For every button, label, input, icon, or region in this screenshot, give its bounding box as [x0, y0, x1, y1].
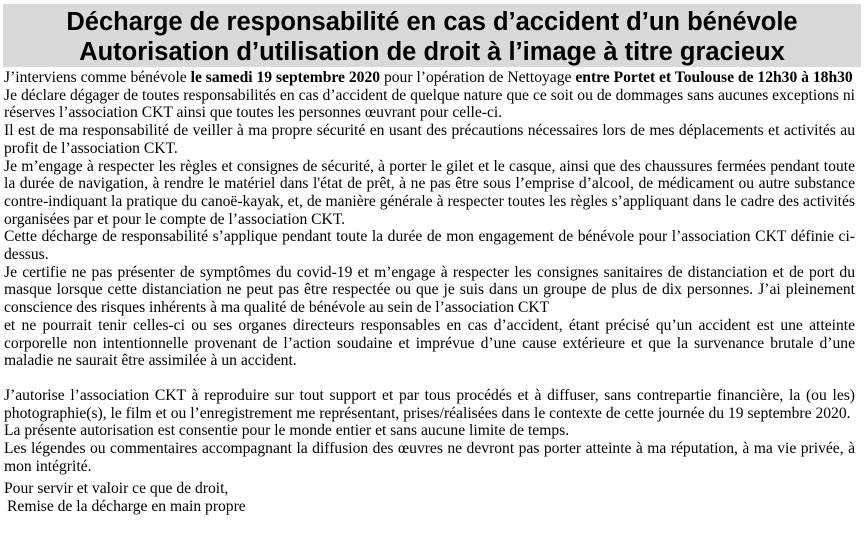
paragraph-discharge: Je déclare dégager de toutes responsabilités en cas d’accident de quelque nature que ce soit ou de dommages sans aucunes exceptions ni réserves l’association CKT ainsi que toutes les personnes œuvrant pour celle-ci.: [4, 86, 855, 122]
paragraph-duration: Cette décharge de responsabilité s’applique pendant toute la durée de mon engagement de bénévole pour l’association CKT définie ci-dessus.: [4, 228, 855, 264]
paragraph-image-rights: J’autorise l’association CKT à reproduire sur tout support et par tous procédés et à diffuser, sans contrepartie financière, la (ou les) photographie(s), le film et ou l’enregistrement me représentant, prises/réalisées dans le contexte de cette journée du 19 septembre 2020.: [4, 386, 855, 422]
document-header: [3, 4, 861, 67]
title-line-2: Autorisation d’utilisation de droit à l’image à titre gracieux: [79, 38, 785, 66]
paragraph-authorization-scope: La présente autorisation est consentie pour le monde entier et sans aucune limite de temps.: [4, 422, 570, 440]
title-line-1: Décharge de responsabilité en cas d’accident d’un bénévole: [66, 8, 798, 36]
document-body: [4, 69, 855, 516]
engagement-text-a: J’interviens comme bénévole: [4, 69, 191, 86]
engagement-text-c: pour l’opération de Nettoyage: [380, 69, 576, 86]
paragraph-engagement: [4, 69, 855, 87]
spacer: [4, 370, 855, 387]
paragraph-accident-definition: et ne pourrait tenir celles-ci ou ses organes directeurs responsables en cas d’accident, étant précisé qu’un accident est une atteinte corporelle non intentionnelle provenant de l’action soudaine et imprévue d’une cause extérieure et que la survenance brutale d’une maladie ne saurait être assimilée à un accident.: [4, 316, 855, 370]
paragraph-responsibility: Il est de ma responsabilité de veiller à ma propre sécurité en usant des précautions nécessaires lors de mes déplacements et activités au profit de l’association CKT.: [4, 122, 855, 157]
delivery-note: Remise de la décharge en main propre: [7, 498, 246, 516]
engagement-location-time: entre Portet et Toulouse de 12h30 à 18h30: [575, 69, 853, 86]
paragraph-safety-rules: Je m’engage à respecter les règles et consignes de sécurité, à porter le gilet et le casque, ainsi que des chaussures fermées pendant toute la durée de navigation, à rendre le matériel dans l'état de prêt, à ne pas être sous l’emprise d’alcool, de médicament ou autre substance contre-indiquant la pratique du canoë-kayak, et, de manière générale à respecter toutes les règles s’appliquant dans le cadre des activités organisées par et pour le compte de l’association CKT.: [4, 157, 855, 228]
engagement-date: le samedi 19 septembre 2020: [190, 69, 381, 86]
paragraph-captions: Les légendes ou commentaires accompagnant la diffusion des œuvres ne devront pas porter atteinte à ma réputation, à ma vie privée, à mon intégrité.: [4, 440, 855, 475]
closing-line: Pour servir et valoir ce que de droit,: [4, 480, 229, 498]
paragraph-covid: Je certifie ne pas présenter de symptômes du covid-19 et m’engage à respecter les consignes sanitaires de distanciation et de port du masque lorsque cette distanciation ne peut pas être respectée ou que je suis dans un groupe de plus de dix personnes. J’ai pleinement conscience des risques inhérents à ma qualité de bénévole au sein de l’association CKT: [4, 263, 855, 317]
